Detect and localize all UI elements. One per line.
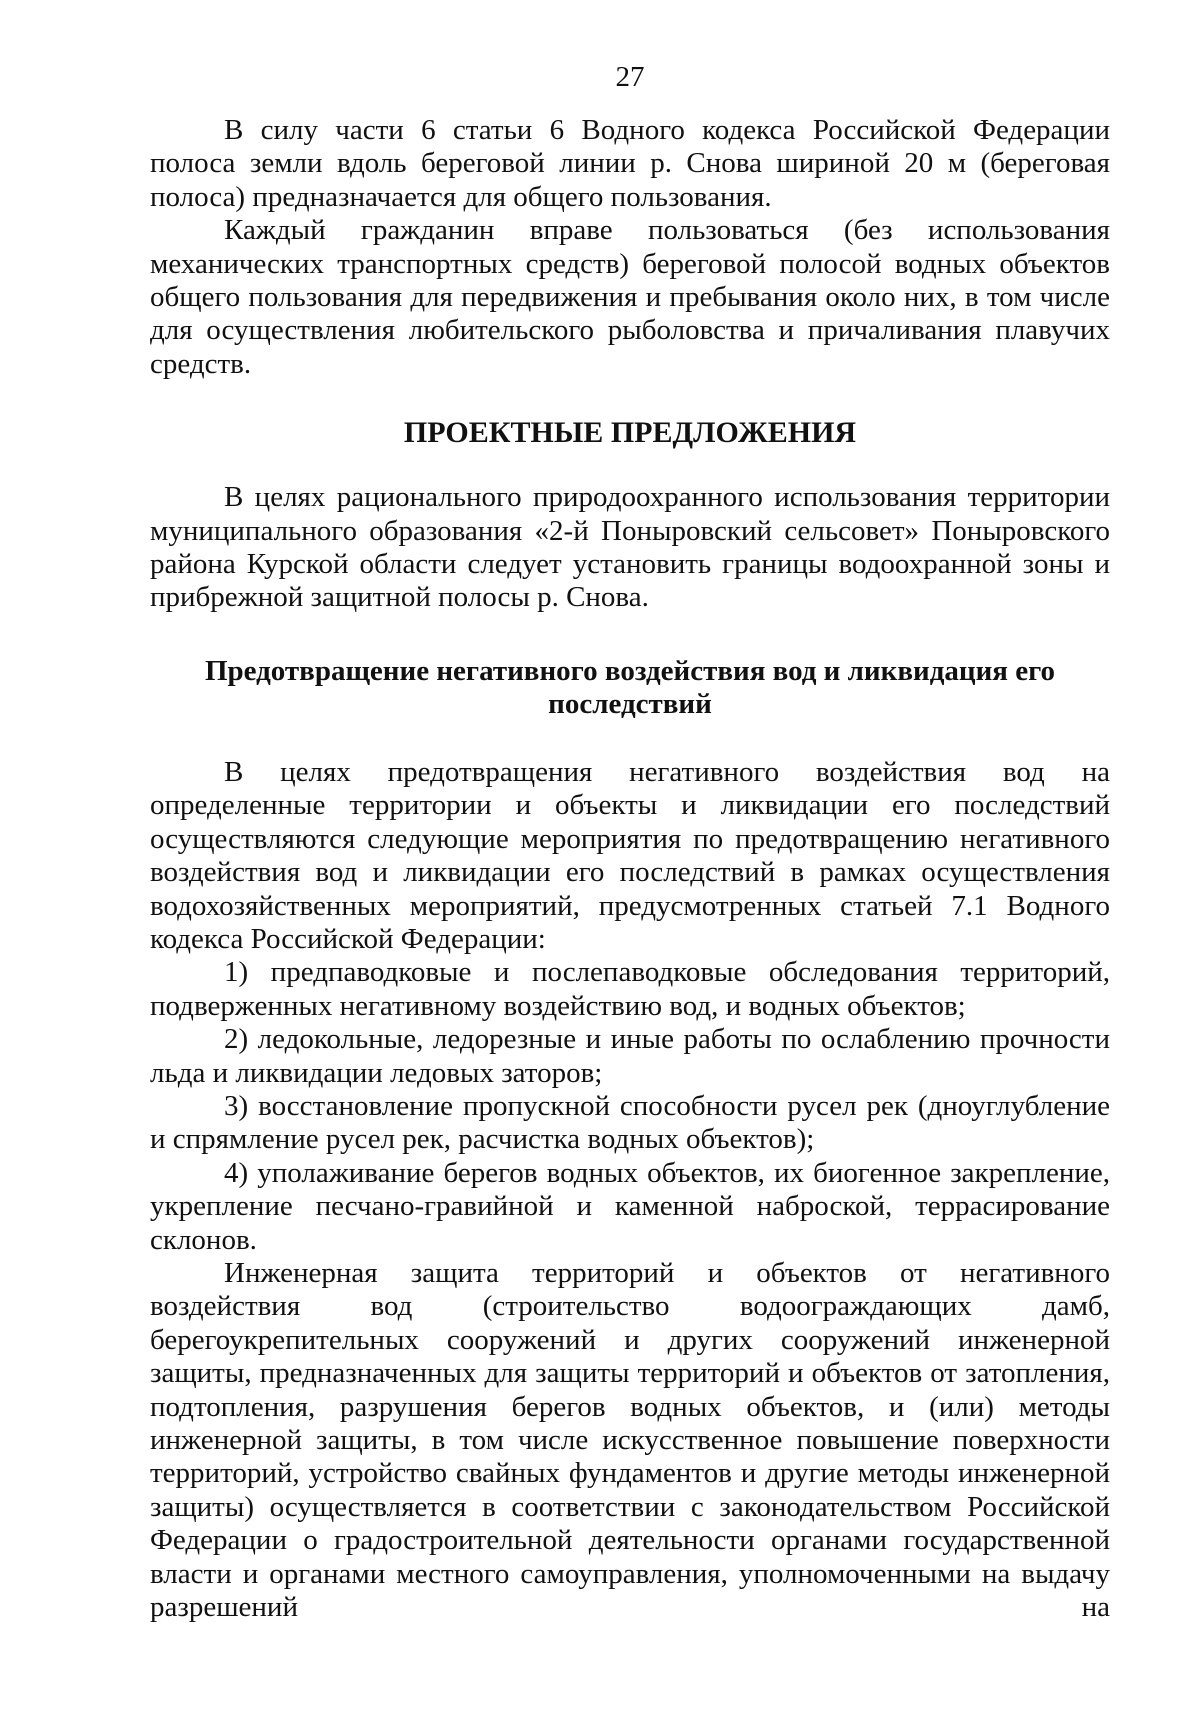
page-number: 27 xyxy=(615,61,645,93)
list-item-4: 4) уполаживание берегов водных объектов, их биогенное закрепление, укрепление песчано-гравийной и каменной наброской, террасирование склонов. xyxy=(150,1156,1110,1256)
list-item-1: 1) предпаводковые и послепаводковые обследования территорий, подверженных негативному воздействию вод, и водных объектов; xyxy=(150,956,1110,1022)
document-page xyxy=(150,60,1110,1624)
heading-negative-impact-prevention: Предотвращение негативного воздействия вод и ликвидация его последствий xyxy=(204,654,1056,721)
list-item-3: 3) восстановление пропускной способности русел рек (дноуглубление и спрямление русел рек, расчистка водных объектов); xyxy=(150,1089,1110,1156)
paragraph-shoreline-strip: В силу части 6 статьи 6 Водного кодекса Российской Федерации полоса земли вдоль береговой линии р. Снова шириной 20 м (береговая полоса) предназначается для общего пользования. xyxy=(150,114,1110,213)
paragraph-engineering-protection: Инженерная защита территорий и объектов от негативного воздействия вод (строительство водоограждающих дамб, берегоукрепительных сооружений и других сооружений инженерной защиты, предназначенных для защиты территорий и объектов от затопления, подтопления, разрушения берегов водных объектов, и (или) методы инженерной защиты, в том числе искусственное повышение поверхности территорий, устройство свайных фундаментов и другие методы инженерной защиты) осуществляется в соответствии с законодательством Российской Федерации о градостроительной деятельности органами государственной власти и органами местного самоуправления, уполномоченными на выдачу разрешений на xyxy=(150,1256,1110,1624)
list-item-2: 2) ледокольные, ледорезные и иные работы по ослаблению прочности льда и ликвидации ледовых заторов; xyxy=(150,1023,1110,1089)
heading-project-proposals: ПРОЕКТНЫЕ ПРЕДЛОЖЕНИЯ xyxy=(403,416,857,450)
paragraph-proposals: В целях рационального природоохранного использования территории муниципального образования «2-й Поныровский сельсовет» Поныровского района Курской области следует установить границы водоохранной зоны и прибрежной защитной полосы р. Снова. xyxy=(150,481,1110,614)
paragraph-measures-intro: В целях предотвращения негативного воздействия вод на определенные территории и объекты и ликвидации его последствий осуществляются следующие мероприятия по предотвращению негативного воздействия вод и ликвидации его последствий в рамках осуществления водохозяйственных мероприятий, предусмотренных статьей 7.1 Водного кодекса Российской Федерации: xyxy=(150,755,1110,955)
paragraph-citizen-rights: Каждый гражданин вправе пользоваться (без использования механических транспортных средств) береговой полосой водных объектов общего пользования для передвижения и пребывания около них, в том числе для осуществления любительского рыболовства и причаливания плавучих средств. xyxy=(150,214,1110,380)
